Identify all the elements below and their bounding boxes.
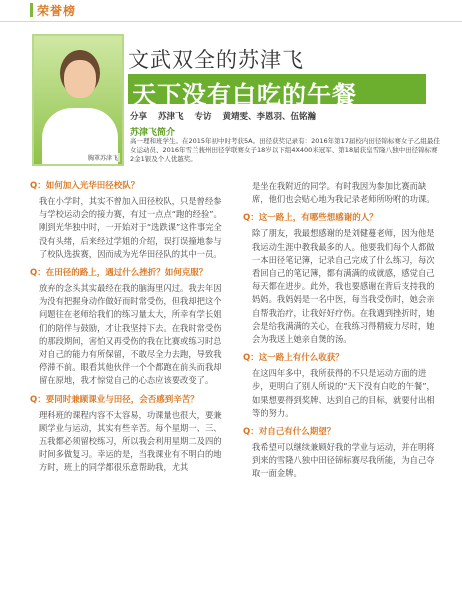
- title-banner: [128, 74, 426, 109]
- photo-face: [64, 60, 96, 98]
- answer: 放弃的念头其实最经在我的脑海里闪过。我去年因为没有把握身动作做好而时常受伤，但我却把这个问题往在老师给我们的练习量太大，所幸有学长姐们的陪伴与鼓励，才让我坚持下去。在我时常受伤的那段期间，害怕又再受伤的我在比赛或练习时总对自己的能力有所保留，不敢尽全力去跑，导致我停滞不前。眼看其他伙伴一个个都跑在前头而我却留在原地，我才惊觉自己的心态应该要改变了。: [39, 283, 222, 386]
- question: Q：这一路上有什么收获？: [243, 353, 344, 364]
- answer: 理科班的课程内容不太容易，功课量也很大，要兼顾学业与运动，其实有些辛苦。每个星期一、三、五我都必须留校练习，所以我会利用星期二及四的时间多做复习。幸运的是，当我课业有不明白的地方时，班上的同学都很乐意帮助我，尤其: [39, 409, 222, 473]
- byline-interview-label: 专访: [194, 112, 212, 122]
- right-column: [243, 180, 437, 487]
- question: Q：如何加入光华田径校队？: [30, 181, 140, 191]
- question: Q：对自己有什么期望？: [243, 427, 336, 438]
- byline: [130, 110, 324, 122]
- answer: 是坐在我附近的同学。有时我因为参加比赛而缺席，他们也会贴心地为我记录老师所吩咐的功课。: [252, 181, 435, 205]
- article-subtitle: 天下没有白吃的午餐: [132, 81, 357, 109]
- answer: 除了朋友，我最想感谢的是刘健蔓老师，因为他是我运动生涯中教我最多的人。他要我们每个人都做一本田径笔记簿，记录自己完成了什么练习，每次看回自己的笔记簿，都有满满的成就感，感觉自己每天都在进步。此外，我也要感谢在背后支持我的妈妈。我妈妈是一名中医，每当我受伤时，她会亲自帮我治疗，让我好好疗伤。在我遇到挫折时，她会是给我满满的关心，在我练习得精疲力尽时，她会为我送上她亲自煲的汤。: [252, 228, 435, 345]
- byline-share-name: 苏津飞: [157, 112, 184, 122]
- question: Q：要同时兼顾课业与田径，会否感到辛苦？: [30, 394, 199, 405]
- qa-section: [30, 180, 224, 261]
- section-tag: [30, 2, 76, 18]
- qa-section: [30, 267, 224, 388]
- qa-continuation: [243, 180, 437, 206]
- bio-heading: 苏津飞简介: [130, 128, 176, 138]
- qa-section: [243, 212, 437, 346]
- answer: 在这四年多中，我所获得的不只是运动方面的进步，更明白了别人所说的“天下没有白吃的午餐”，如果想要得到奖牌、达到自己的目标，就要付出相等的努力。: [252, 368, 435, 418]
- question: Q：在田径的路上，遇过什么挫折？如何克服？: [30, 268, 208, 279]
- bio-text: 高一理和班学生。在2015年初中时考获5A。田径获奖记录有：2016年第17届校内田径锦标赛女子乙组最佳女运动员、2016年雪兰莪州田径学联赛女子18岁以下组4X400米冠军、第18届获皇雪隆八独中田径锦标赛2金1银及个人优越奖。: [130, 137, 440, 163]
- tag-marker: [30, 3, 33, 17]
- answer: 我在小学时，其实不曾加入田径校队，只是曾经参与学校运动会的接力赛，有过一点点“跑的经验”。刚到光华独中时，一开始对于“选跌课”这件事完全没有头绪，后来经过学姐的介绍，误打误撞地参与了校队选拔赛，因而成为光华田径队的其中一员。: [39, 196, 222, 259]
- qa-section: [243, 426, 437, 481]
- photo-caption: 胸罩苏津飞: [87, 155, 118, 162]
- answer: 我希望可以继续兼顾好我的学业与运动，并在明将到来的雪隆八独中田径锦标赛尽我所能，为自己夺取一面金牌。: [252, 442, 435, 479]
- header-bar: [0, 0, 462, 22]
- byline-share-label: 分享: [130, 112, 148, 122]
- byline-interviewers: 黄靖雯、李恩羽、伍铭瀚: [222, 112, 316, 122]
- section-tag-label: 荣誉榜: [37, 3, 77, 18]
- qa-section: [30, 394, 224, 475]
- question: Q：这一路上，有哪些想感谢的人？: [243, 213, 378, 224]
- qa-section: [243, 352, 437, 420]
- left-column: [30, 180, 224, 481]
- article-title: 文武双全的苏津飞: [128, 48, 304, 72]
- profile-photo: [32, 34, 124, 166]
